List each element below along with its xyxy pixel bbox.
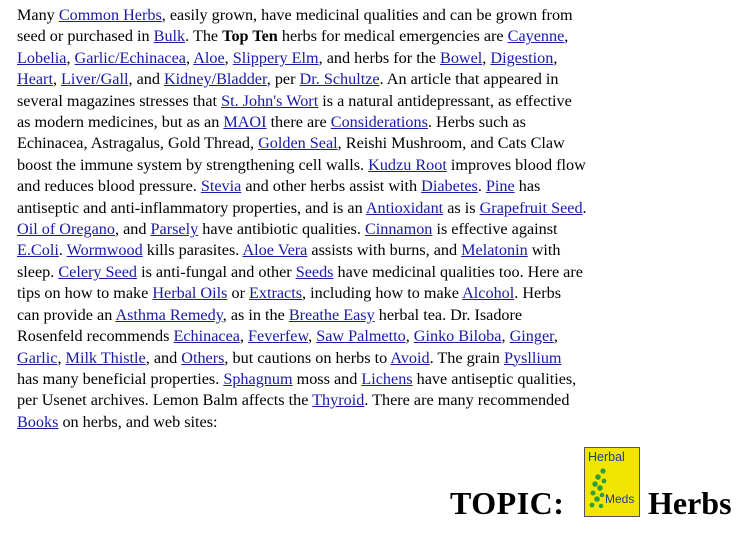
text: , [52,70,62,89]
text: has antiseptic and anti-inflammatory properties, and is an [17,177,541,217]
text: kills parasites. [142,241,243,260]
link-aloe[interactable]: Aloe [193,48,225,67]
text: , but cautions on herbs to [224,348,391,367]
link-ginger[interactable]: Ginger [509,327,554,346]
text: and other herbs assist with [241,177,422,196]
text: , [308,327,317,346]
link-grapefruit-seed[interactable]: Grapefruit Seed [479,198,583,217]
link-pysllium[interactable]: Pysllium [503,348,562,367]
link-cayenne[interactable]: Cayenne [507,27,565,46]
text: moss and [292,369,362,388]
link-echinacea[interactable]: Echinacea [173,327,240,346]
text: have antibiotic qualities. [198,220,365,239]
link-dr-schultze[interactable]: Dr. Schultze [299,70,380,89]
text: has many beneficial properties. [17,369,224,388]
text: assists with burns, and [307,241,462,260]
link-bulk[interactable]: Bulk [153,27,186,46]
text: , and [128,70,164,89]
text: , Reishi Mushroom, and Cats Claw boost the immune system by strengthening cell walls. [17,134,565,174]
text: is effective against [432,220,558,239]
link-seeds[interactable]: Seeds [295,262,334,281]
text: . Herbs such as Echinacea, Astragalus, Gold Thread, [17,113,526,153]
text: , [186,48,194,67]
text: have antiseptic qualities, per Usenet archives. Lemon Balm affects the [17,369,577,410]
link-maoi[interactable]: MAOI [223,113,267,132]
link-saw-palmetto[interactable]: Saw Palmetto [316,327,406,346]
link-feverfew[interactable]: Feverfew [248,327,309,346]
text: or [227,284,249,303]
text: Many [17,6,59,24]
link-bowel[interactable]: Bowel [440,48,483,67]
text: . Herbs can provide an [17,284,562,324]
text: , per [266,70,300,89]
text: as is [443,198,480,217]
text: herbs for medical emergencies are [277,27,508,46]
link-heart[interactable]: Heart [17,70,53,89]
text: , easily grown, have medicinal qualities and can be grown from seed or purchased in [17,6,573,46]
link-avoid[interactable]: Avoid [390,348,430,367]
link-lichens[interactable]: Lichens [361,369,413,388]
link-parsely[interactable]: Parsely [150,220,199,239]
link-ginko-biloba[interactable]: Ginko Biloba [413,327,502,346]
topic-footer [450,447,747,527]
text: with sleep. [17,241,561,281]
link-melatonin[interactable]: Melatonin [461,241,528,260]
link-kudzu-root[interactable]: Kudzu Root [368,155,447,174]
link-milk-thistle[interactable]: Milk Thistle [65,348,146,367]
text: , and [145,348,182,367]
link-herbal-oils[interactable]: Herbal Oils [152,284,228,303]
link-antioxidant[interactable]: Antioxidant [365,198,444,217]
text: improves blood flow and reduces blood pressure. [17,155,586,196]
text: , [501,327,510,346]
link-celery-seed[interactable]: Celery Seed [58,262,138,281]
text: , [405,327,414,346]
text: , [239,327,249,346]
text: . An article that appeared in several magazines stresses that [17,70,559,110]
text: . [477,177,486,196]
link-lobelia[interactable]: Lobelia [17,48,67,67]
link-oil-of-oregano[interactable]: Oil of Oregano [17,220,115,239]
text: . The [185,27,223,46]
text: , [66,48,75,67]
link-liver-gall[interactable]: Liver/Gall [61,70,129,89]
text: , [57,348,66,367]
text: , [553,48,558,67]
herbal-meds-logo-icon[interactable] [584,447,640,517]
topic-name: Herbs [648,485,732,521]
link-garlic-echinacea[interactable]: Garlic/Echinacea [74,48,186,67]
link-common-herbs[interactable]: Common Herbs [58,6,162,24]
text: , and herbs for the [318,48,441,67]
link-cinnamon[interactable]: Cinnamon [364,220,433,239]
link-stevia[interactable]: Stevia [200,177,242,196]
text: , [564,27,569,46]
link-st-johns-wort[interactable]: St. John's Wort [221,91,319,110]
link-breathe-easy[interactable]: Breathe Easy [288,305,375,324]
bold-top-ten: Top Ten [222,27,278,46]
text: , [224,48,233,67]
text: is anti-fungal and other [137,262,296,281]
link-digestion[interactable]: Digestion [490,48,554,67]
link-golden-seal[interactable]: Golden Seal [258,134,338,153]
text: . [582,198,587,217]
link-thyroid[interactable]: Thyroid [312,391,365,410]
text: , including how to make [302,284,463,303]
link-garlic[interactable]: Garlic [17,348,58,367]
text: . The grain [429,348,504,367]
text: on herbs, and web sites: [58,412,218,431]
text: , [482,48,491,67]
article-paragraph [17,5,587,433]
link-books[interactable]: Books [17,412,59,431]
link-pine[interactable]: Pine [485,177,515,196]
text: there are [266,113,331,132]
logo-line-2: Meds [605,492,635,506]
link-aloe-vera[interactable]: Aloe Vera [242,241,308,260]
text: . [58,241,67,260]
link-considerations[interactable]: Considerations [330,113,428,132]
link-kidney-bladder[interactable]: Kidney/Bladder [163,70,267,89]
link-others[interactable]: Others [181,348,225,367]
text: is a natural antidepressant, as effective as modern medicines, but as an [17,91,572,132]
text: , and [115,220,151,239]
link-diabetes[interactable]: Diabetes [421,177,478,196]
text: , [553,327,558,346]
link-sphagnum[interactable]: Sphagnum [223,369,293,388]
link-e-coli[interactable]: E.Coli [17,241,59,260]
link-slippery-elm[interactable]: Slippery Elm [232,48,319,67]
link-wormwood[interactable]: Wormwood [66,241,143,260]
text: . There are many recommended [364,391,570,410]
link-extracts[interactable]: Extracts [249,284,303,303]
logo-line-1: Herbal [588,450,625,464]
link-alcohol[interactable]: Alcohol [462,284,515,303]
topic-label: TOPIC: [450,485,565,521]
text: have medicinal qualities too. Here are tips on how to make [17,262,583,303]
text: herbal tea. Dr. Isadore Rosenfeld recommends [17,305,523,346]
link-asthma-remedy[interactable]: Asthma Remedy [115,305,223,324]
text: , as in the [222,305,289,324]
